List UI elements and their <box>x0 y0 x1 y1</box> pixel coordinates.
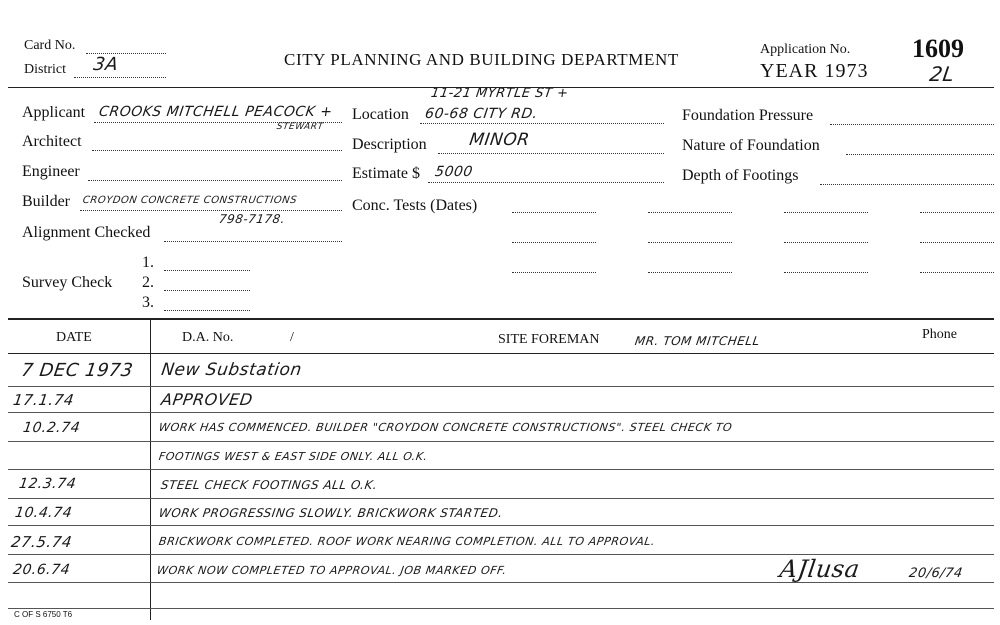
conc-line-1d <box>920 212 994 213</box>
engineer-line <box>88 180 342 181</box>
log-row-line <box>8 469 994 470</box>
conc-line-2d <box>920 242 994 243</box>
conc-tests-label: Conc. Tests (Dates) <box>352 197 478 214</box>
form-code: C OF S 6750 T6 <box>14 610 73 619</box>
log-row-line <box>8 608 994 609</box>
builder-value: CROYDON CONCRETE CONSTRUCTIONS <box>82 195 298 206</box>
alignment-label: Alignment Checked <box>22 224 151 241</box>
entry-5-text: WORK PROGRESSING SLOWLY. BRICKWORK STARTED. <box>158 506 504 520</box>
entry-4-text: STEEL CHECK FOOTINGS ALL O.K. <box>160 478 379 492</box>
survey-line-1 <box>164 270 250 271</box>
year-label: YEAR 1973 <box>760 60 869 82</box>
district-line <box>74 77 166 78</box>
description-label: Description <box>352 136 427 153</box>
description-line <box>438 153 664 154</box>
log-top-border <box>8 318 994 320</box>
district-label: District <box>24 62 66 77</box>
conc-line-2a <box>512 242 596 243</box>
site-foreman-label: SITE FOREMAN <box>498 332 600 347</box>
inspector-signature: AJlusa <box>778 555 862 583</box>
entry-2-date: 10.2.74 <box>22 420 82 436</box>
district-value: 3A <box>92 54 120 75</box>
log-row-line <box>8 441 994 442</box>
location-value-2: 60-68 CITY RD. <box>424 106 539 122</box>
conc-line-3a <box>512 272 596 273</box>
location-label: Location <box>352 106 409 123</box>
estimate-label: Estimate $ <box>352 165 420 182</box>
card-no-label: Card No. <box>24 38 76 53</box>
entry-4-date: 12.3.74 <box>18 476 78 492</box>
entry-7-date: 20.6.74 <box>12 562 72 578</box>
survey-check-label: Survey Check <box>22 274 113 291</box>
log-row-line <box>8 412 994 413</box>
survey-line-2 <box>164 290 250 291</box>
estimate-line <box>428 182 664 183</box>
architect-line <box>92 150 342 151</box>
builder-phone: 798-7178. <box>218 212 287 226</box>
estimate-value: 5000 <box>434 164 474 180</box>
foundation-pressure-label: Foundation Pressure <box>682 107 814 124</box>
entry-3-text: FOOTINGS WEST & EAST SIDE ONLY. ALL O.K. <box>158 450 429 463</box>
entry-0-text: New Substation <box>160 360 304 380</box>
entry-7-text: WORK NOW COMPLETED TO APPROVAL. JOB MARKED OFF. <box>156 564 508 577</box>
application-mark: 2L <box>928 62 957 86</box>
entry-2-text: WORK HAS COMMENCED. BUILDER "CROYDON CONCRETE CONSTRUCTIONS". STEEL CHECK TO <box>158 421 734 434</box>
conc-line-3b <box>648 272 732 273</box>
da-header: D.A. No. <box>182 330 234 345</box>
conc-line-1a <box>512 212 596 213</box>
entry-1-date: 17.1.74 <box>12 391 76 409</box>
conc-line-3c <box>784 272 868 273</box>
application-no-label: Application No. <box>760 42 851 57</box>
engineer-label: Engineer <box>22 163 80 180</box>
survey-item-1: 1. <box>142 254 154 271</box>
conc-line-1b <box>648 212 732 213</box>
description-value: MINOR <box>468 130 531 150</box>
entry-6-date: 27.5.74 <box>10 533 74 551</box>
survey-line-3 <box>164 310 250 311</box>
depth-footings-line <box>820 184 994 185</box>
nature-foundation-label: Nature of Foundation <box>682 137 820 154</box>
alignment-line <box>164 241 342 242</box>
log-row-line <box>8 386 994 387</box>
location-line <box>420 123 664 124</box>
builder-label: Builder <box>22 193 70 210</box>
conc-line-3d <box>920 272 994 273</box>
depth-footings-label: Depth of Footings <box>682 167 799 184</box>
survey-item-3: 3. <box>142 294 154 311</box>
entry-0-date: 7 DEC 1973 <box>20 360 135 381</box>
location-value-1: 11-21 MYRTLE ST + <box>430 86 570 101</box>
department-title: CITY PLANNING AND BUILDING DEPARTMENT <box>284 50 679 69</box>
architect-label: Architect <box>22 133 82 150</box>
log-row-line <box>8 525 994 526</box>
survey-item-2: 2. <box>142 274 154 291</box>
da-slash: / <box>290 330 294 345</box>
applicant-value-2: STEWART <box>276 122 325 132</box>
log-row-line <box>8 498 994 499</box>
entry-5-date: 10.4.74 <box>14 505 74 521</box>
foundation-pressure-line <box>830 124 994 125</box>
conc-line-2b <box>648 242 732 243</box>
entry-1-text: APPROVED <box>160 390 254 409</box>
conc-line-1c <box>784 212 868 213</box>
applicant-value: CROOKS MITCHELL PEACOCK + <box>98 104 334 120</box>
builder-line <box>80 210 342 211</box>
signature-date: 20/6/74 <box>908 566 964 581</box>
applicant-label: Applicant <box>22 104 86 121</box>
log-header-bottom <box>8 353 994 354</box>
phone-label: Phone <box>922 327 957 342</box>
date-header: DATE <box>56 330 92 345</box>
application-number: 1609 <box>912 34 964 63</box>
site-foreman-value: MR. TOM MITCHELL <box>634 334 761 348</box>
nature-foundation-line <box>846 154 994 155</box>
conc-line-2c <box>784 242 868 243</box>
entry-6-text: BRICKWORK COMPLETED. ROOF WORK NEARING COMPLETION. ALL TO APPROVAL. <box>158 535 657 548</box>
